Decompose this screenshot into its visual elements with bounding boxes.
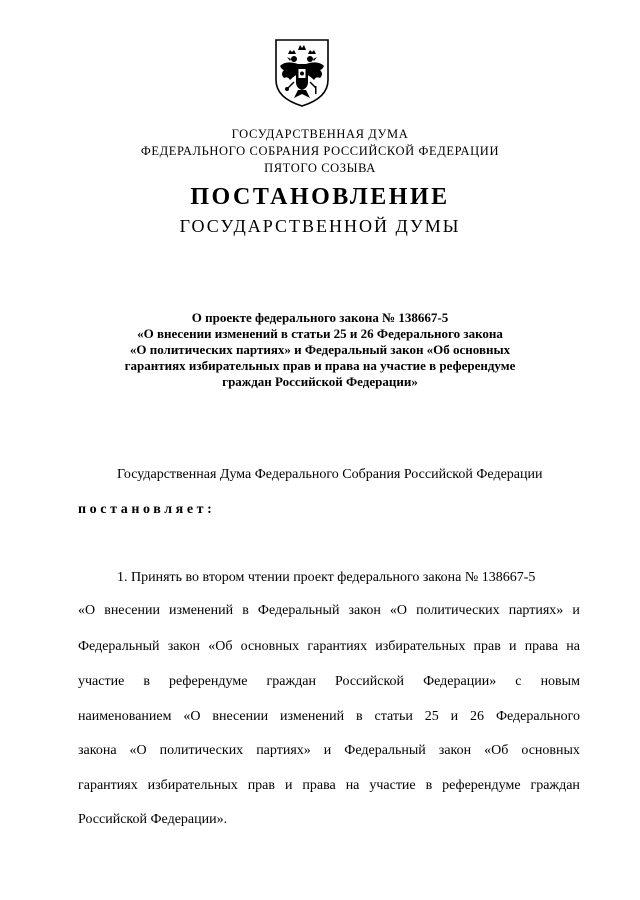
document-type-title: ПОСТАНОВЛЕНИЕ	[190, 184, 450, 210]
word: новым	[540, 674, 580, 689]
resolves-word: постановляет:	[78, 502, 216, 517]
word: избирательных	[147, 778, 238, 793]
word: «О	[183, 709, 201, 724]
word: и	[323, 743, 332, 758]
word: и	[572, 603, 580, 618]
word: внесении	[104, 603, 160, 618]
word: политических	[159, 743, 244, 758]
word: Федерации»	[423, 674, 497, 689]
word: граждан	[530, 778, 580, 793]
item-1-line	[78, 743, 580, 759]
word: и	[284, 778, 293, 793]
word: статьи	[374, 709, 413, 724]
word: прав	[247, 778, 276, 793]
word: референдуме	[442, 778, 521, 793]
item-1-line	[78, 639, 580, 655]
item-1-line	[78, 603, 580, 619]
word: основных	[521, 743, 580, 758]
header-line-1: ГОСУДАРСТВЕННАЯ ДУМА	[231, 127, 409, 141]
word: граждан	[266, 674, 316, 689]
word: в	[425, 778, 433, 793]
word: Федеральный	[344, 743, 426, 758]
preamble-text: Государственная Дума Федерального Собрания Российской Федерации	[117, 467, 543, 482]
word: в	[242, 603, 249, 618]
subject-line: граждан Российской Федерации»	[222, 374, 418, 389]
header-line-3: ПЯТОГО СОЗЫВА	[264, 161, 376, 175]
word: закон	[348, 603, 381, 618]
word: прав	[473, 639, 501, 654]
resolution-subject	[0, 310, 640, 390]
word: и	[509, 639, 517, 654]
word: Федеральный	[257, 603, 340, 618]
subject-line: «О внесении изменений в статьи 25 и 26 Федерального закона	[137, 326, 503, 341]
item-1-line: 1. Принять во втором чтении проект федерального закона № 138667-5	[117, 570, 536, 585]
word: «Об	[484, 743, 509, 758]
word: основных	[240, 639, 300, 654]
item-1-line: Российской Федерации».	[78, 812, 228, 827]
word: партиях»	[256, 743, 311, 758]
item-1-line	[78, 709, 580, 725]
word: «О	[78, 603, 96, 618]
word: изменений	[169, 603, 234, 618]
word: участие	[369, 778, 416, 793]
word: Федеральный	[78, 639, 160, 654]
document-issuer-title: ГОСУДАРСТВЕННОЙ ДУМЫ	[179, 216, 461, 236]
word: 26	[470, 709, 485, 724]
word: избирательных	[375, 639, 466, 654]
word: 25	[424, 709, 439, 724]
word: изменений	[280, 709, 345, 724]
word: на	[566, 639, 580, 654]
coat-of-arms-icon	[270, 36, 334, 108]
word: права	[524, 639, 559, 654]
word: «О	[129, 743, 147, 758]
item-1-line	[78, 778, 580, 794]
word: наименованием	[78, 709, 172, 724]
word: референдуме	[169, 674, 248, 689]
word: Федерального	[495, 709, 580, 724]
word: с	[515, 674, 522, 689]
word: Российской	[335, 674, 405, 689]
subject-line: О проекте федерального закона № 138667-5	[191, 310, 449, 325]
word: гарантиях	[78, 778, 138, 793]
word: закон	[438, 743, 472, 758]
subject-line: «О политических партиях» и Федеральный закон «Об основных	[129, 342, 511, 357]
word: и	[450, 709, 459, 724]
word: «О	[389, 603, 408, 618]
issuing-body-header	[0, 126, 640, 177]
word: права	[302, 778, 336, 793]
word: политических	[416, 603, 500, 618]
word: участие	[78, 674, 125, 689]
word: внесении	[212, 709, 269, 724]
word: закон	[167, 639, 201, 654]
word: в	[356, 709, 363, 724]
word: «Об	[208, 639, 233, 654]
word: гарантиях	[307, 639, 368, 654]
word: закона	[78, 743, 117, 758]
word: в	[143, 674, 150, 689]
subject-line: гарантиях избирательных прав и права на участие в референдуме	[124, 358, 516, 373]
item-1-line	[78, 674, 580, 690]
word: на	[345, 778, 360, 793]
header-line-2: ФЕДЕРАЛЬНОГО СОБРАНИЯ РОССИЙСКОЙ ФЕДЕРАЦИИ	[140, 144, 500, 158]
word: партиях»	[508, 603, 564, 618]
